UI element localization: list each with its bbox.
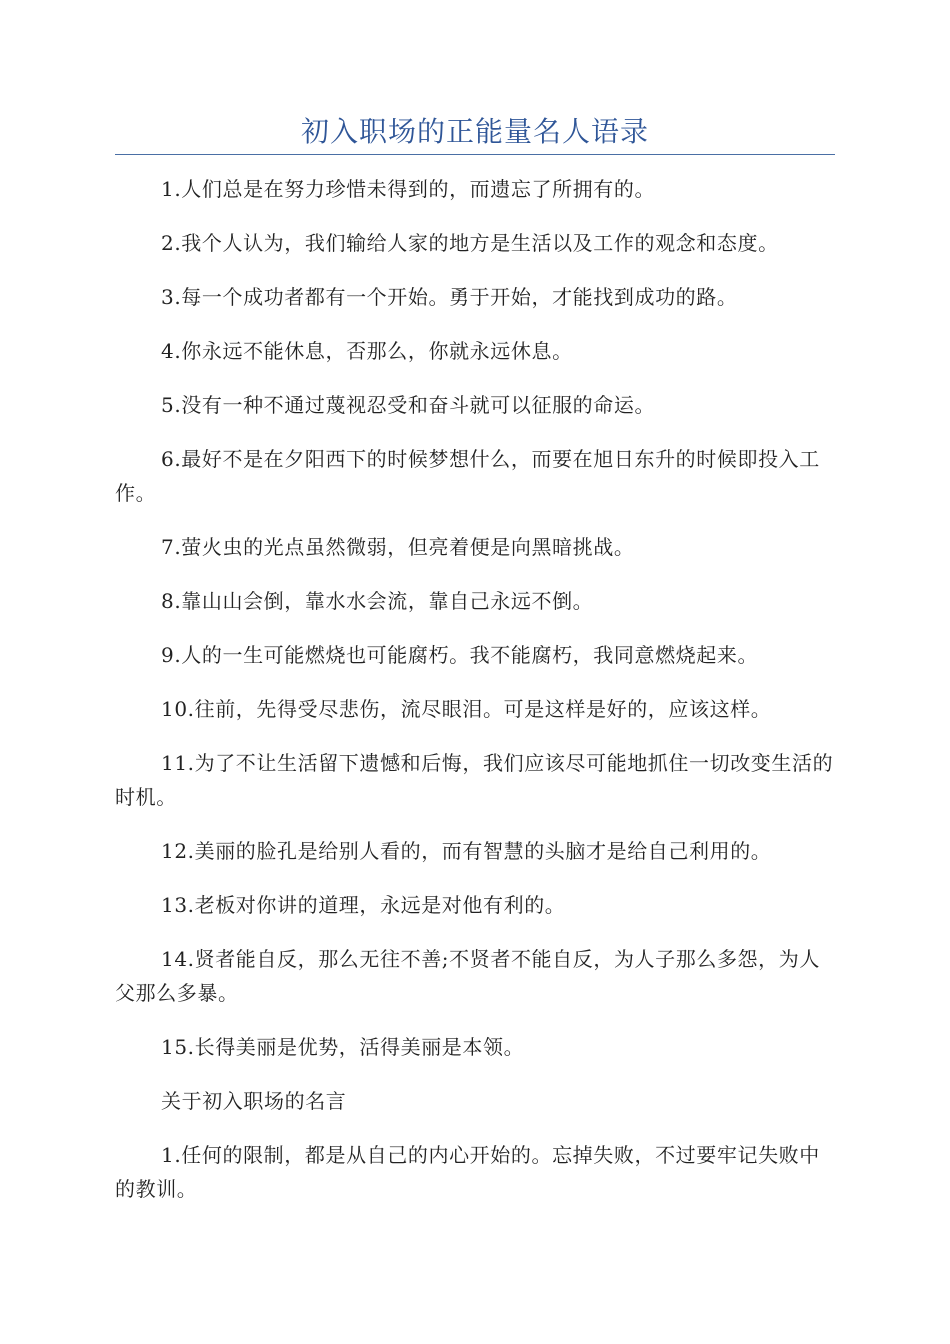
quote-paragraph: 3.每一个成功者都有一个开始。勇于开始，才能找到成功的路。	[161, 285, 738, 309]
title-underline	[115, 154, 835, 155]
quote-paragraph: 9.人的一生可能燃烧也可能腐朽。我不能腐朽，我同意燃烧起来。	[161, 643, 759, 667]
quote-paragraph: 12.美丽的脸孔是给别人看的，而有智慧的头脑才是给自己利用的。	[161, 839, 772, 863]
quote-paragraph: 2.我个人认为，我们输给人家的地方是生活以及工作的观念和态度。	[161, 231, 779, 255]
document-title: 初入职场的正能量名人语录	[300, 115, 649, 148]
quote-paragraph: 1.任何的限制，都是从自己的内心开始的。忘掉失败，不过要牢记失败中的教训。	[115, 1143, 820, 1201]
quote-paragraph: 8.靠山山会倒，靠水水会流，靠自己永远不倒。	[161, 589, 594, 613]
quote-paragraph: 7.萤火虫的光点虽然微弱，但亮着便是向黑暗挑战。	[161, 535, 635, 559]
quote-paragraph: 14.贤者能自反，那么无往不善;不贤者不能自反，为人子那么多怨，为人父那么多暴。	[115, 947, 820, 1005]
document-body	[115, 172, 835, 1226]
quote-paragraph: 1.人们总是在努力珍惜未得到的，而遗忘了所拥有的。	[161, 177, 656, 201]
quote-paragraph: 4.你永远不能休息，否那么，你就永远休息。	[161, 339, 573, 363]
quote-paragraph: 6.最好不是在夕阳西下的时候梦想什么，而要在旭日东升的时候即投入工作。	[115, 447, 820, 505]
quote-paragraph: 13.老板对你讲的道理，永远是对他有利的。	[161, 893, 566, 917]
quote-paragraph: 15.长得美丽是优势，活得美丽是本领。	[161, 1035, 525, 1059]
quote-paragraph: 5.没有一种不通过蔑视忍受和奋斗就可以征服的命运。	[161, 393, 656, 417]
section-heading: 关于初入职场的名言	[161, 1089, 347, 1113]
quote-paragraph: 11.为了不让生活留下遗憾和后悔，我们应该尽可能地抓住一切改变生活的时机。	[115, 751, 834, 809]
quote-paragraph: 10.往前，先得受尽悲伤，流尽眼泪。可是这样是好的，应该这样。	[161, 697, 772, 721]
